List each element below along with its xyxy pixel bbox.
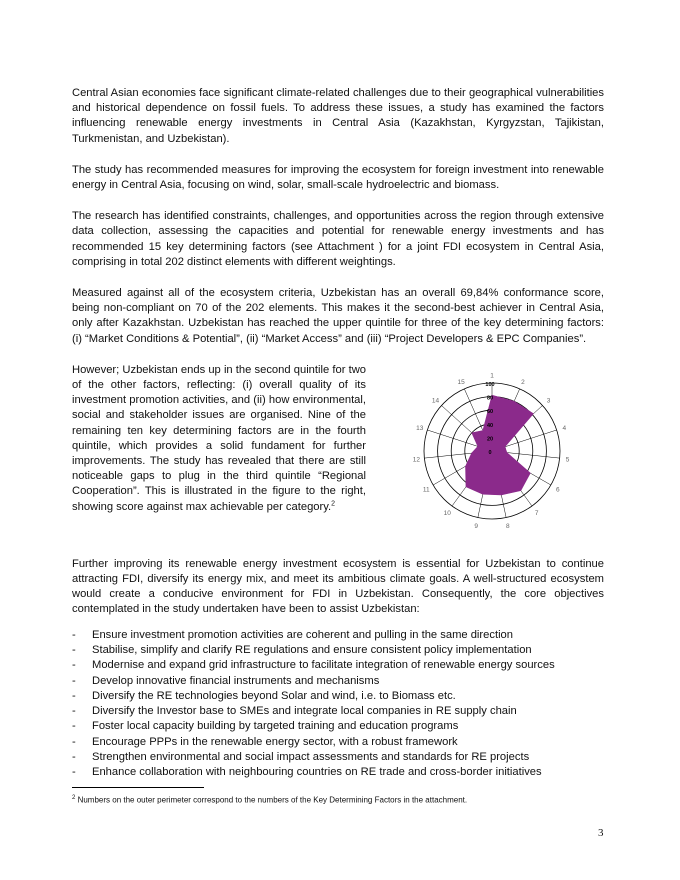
- list-item: [72, 750, 604, 765]
- radar-category-label: 3: [546, 397, 551, 405]
- list-item: [72, 643, 604, 658]
- bullet-marker: -: [72, 659, 76, 672]
- list-item: [72, 658, 604, 673]
- radar-category-label: 2: [521, 378, 525, 386]
- footnote-divider: [72, 787, 204, 788]
- list-item: [72, 765, 604, 780]
- radar-category-label: 6: [555, 486, 560, 494]
- radar-category-label: 8: [505, 522, 510, 530]
- radar-series-uzbekistan: [466, 395, 534, 495]
- footnote-number: 2: [72, 795, 76, 801]
- document-page: [72, 86, 604, 781]
- bullet-marker: -: [72, 720, 76, 733]
- list-item: [72, 719, 604, 734]
- paragraph-quintiles: [72, 363, 366, 515]
- radar-category-label: 14: [431, 397, 440, 405]
- paragraph-research: The research has identified constraints, challenges, and opportunities across the region through extensive data collection, assessing the capacities and potential for renewable energy investments and has recommended 15 key determining factors (see Attachment ) for a joint FDI ecosystem in Central Asia, comprising in total 202 distinct elements with different weightings.: [72, 210, 604, 268]
- bullet-marker: -: [72, 689, 76, 702]
- radar-category-label: 4: [562, 424, 567, 432]
- list-item-text: Ensure investment promotion activities are coherent and pulling in the same direction: [92, 628, 514, 641]
- bullet-marker: -: [72, 643, 76, 656]
- footnote: [72, 793, 467, 806]
- paragraph-intro: Central Asian economies face significant climate-related challenges due to their geographical vulnerabilities and historical dependence on fossil fuels. To address these issues, a study has examined the factors influencing renewable energy investments in Central Asia (Kazakhstan, Kyrgyzstan, Tajikistan, Turkmenistan, and Uzbekistan).: [72, 87, 604, 145]
- list-item-text: Foster local capacity building by targeted training and education programs: [92, 720, 459, 733]
- list-item: [72, 628, 604, 643]
- radar-category-label: 7: [534, 509, 539, 517]
- list-item-text: Modernise and expand grid infrastructure to facilitate integration of renewable energy sources: [92, 659, 555, 672]
- radar-tick-label: 60: [486, 409, 494, 416]
- radar-category-label: 13: [416, 424, 424, 432]
- list-item-text: Diversify the Investor base to SMEs and integrate local companies in RE supply chain: [92, 705, 517, 718]
- list-item-text: Encourage PPPs in the renewable energy sector, with a robust framework: [92, 735, 458, 748]
- radar-category-label: 9: [474, 522, 479, 530]
- bullet-marker: -: [72, 751, 76, 764]
- page-number: 3: [598, 827, 604, 839]
- paragraph-conformance: Measured against all of the ecosystem criteria, Uzbekistan has an overall 69,84% conformance score, being non-compliant on 70 of the 202 elements. This makes it the second-best achiever in Central Asia, only after Kazakhstan. Uzbekistan has reached the upper quintile for three of the key determining factors: (i) “Market Conditions & Potential”, (ii) “Market Access” and (iii) “Project Developers & EPC Companies”.: [72, 287, 604, 345]
- paragraph-study-measures: The study has recommended measures for improving the ecosystem for foreign investment into renewable energy in Central Asia, focusing on wind, solar, small-scale hydroelectric and biomass.: [72, 163, 604, 192]
- radar-tick-label: 40: [486, 422, 494, 429]
- footnote-text: Numbers on the outer perimeter correspond to the numbers of the Key Determining Factors in the attachment.: [75, 795, 468, 805]
- list-item: [72, 735, 604, 750]
- bullet-marker: -: [72, 628, 76, 641]
- footnote-ref: 2: [331, 499, 336, 507]
- list-item-text: Stabilise, simplify and clarify RE regulations and ensure consistent policy implementation: [92, 643, 532, 656]
- objectives-list: [72, 628, 604, 781]
- list-item: [72, 674, 604, 689]
- radar-tick-label: 80: [486, 395, 494, 402]
- list-item-text: Enhance collaboration with neighbouring countries on RE trade and cross-border initiatives: [92, 766, 542, 779]
- radar-tick-label: 100: [485, 381, 495, 388]
- list-item: [72, 704, 604, 719]
- radar-category-label: 5: [565, 456, 570, 464]
- radar-tick-label: 20: [486, 436, 494, 443]
- bullet-marker: -: [72, 766, 76, 779]
- bullet-marker: -: [72, 735, 76, 748]
- paragraph-further: Further improving its renewable energy investment ecosystem is essential for Uzbekistan to continue attracting FDI, diversify its energy mix, and meet its ambitious climate goals. A well-structured ecosystem would create a conducive environment for FDI in Uzbekistan. Consequently, the core objectives contemplated in the study undertaken have been to assist Uzbekistan:: [72, 557, 604, 616]
- text-with-figure: [72, 363, 604, 541]
- radar-category-label: 11: [422, 486, 430, 494]
- list-item: [72, 689, 604, 704]
- radar-chart: [406, 365, 578, 537]
- radar-tick-label: 0: [488, 449, 492, 456]
- radar-category-label: 12: [412, 456, 421, 464]
- radar-category-label: 1: [490, 372, 494, 380]
- radar-category-label: 15: [457, 378, 465, 386]
- bullet-marker: -: [72, 674, 76, 687]
- quintiles-text: However; Uzbekistan ends up in the second quintile for two of the other factors, reflecting: (i) overall quality of its investment promotion activities, and (ii) how environmental, social and stakeholder issues are organised. Nine of the remaining ten key determining factors are in the fourth quintile, which provides a solid fundament for further improvements. The study has revealed that there are still noticeable gaps to plug in the third quintile “Regional Cooperation”. This is illustrated in the figure to the right, showing score against max achievable per category.: [72, 363, 366, 513]
- list-item-text: Diversify the RE technologies beyond Solar and wind, i.e. to Biomass etc.: [92, 689, 456, 702]
- list-item-text: Strengthen environmental and social impact assessments and standards for RE projects: [92, 751, 530, 764]
- radar-category-label: 10: [443, 509, 451, 517]
- bullet-marker: -: [72, 705, 76, 718]
- list-item-text: Develop innovative financial instruments and mechanisms: [92, 674, 380, 687]
